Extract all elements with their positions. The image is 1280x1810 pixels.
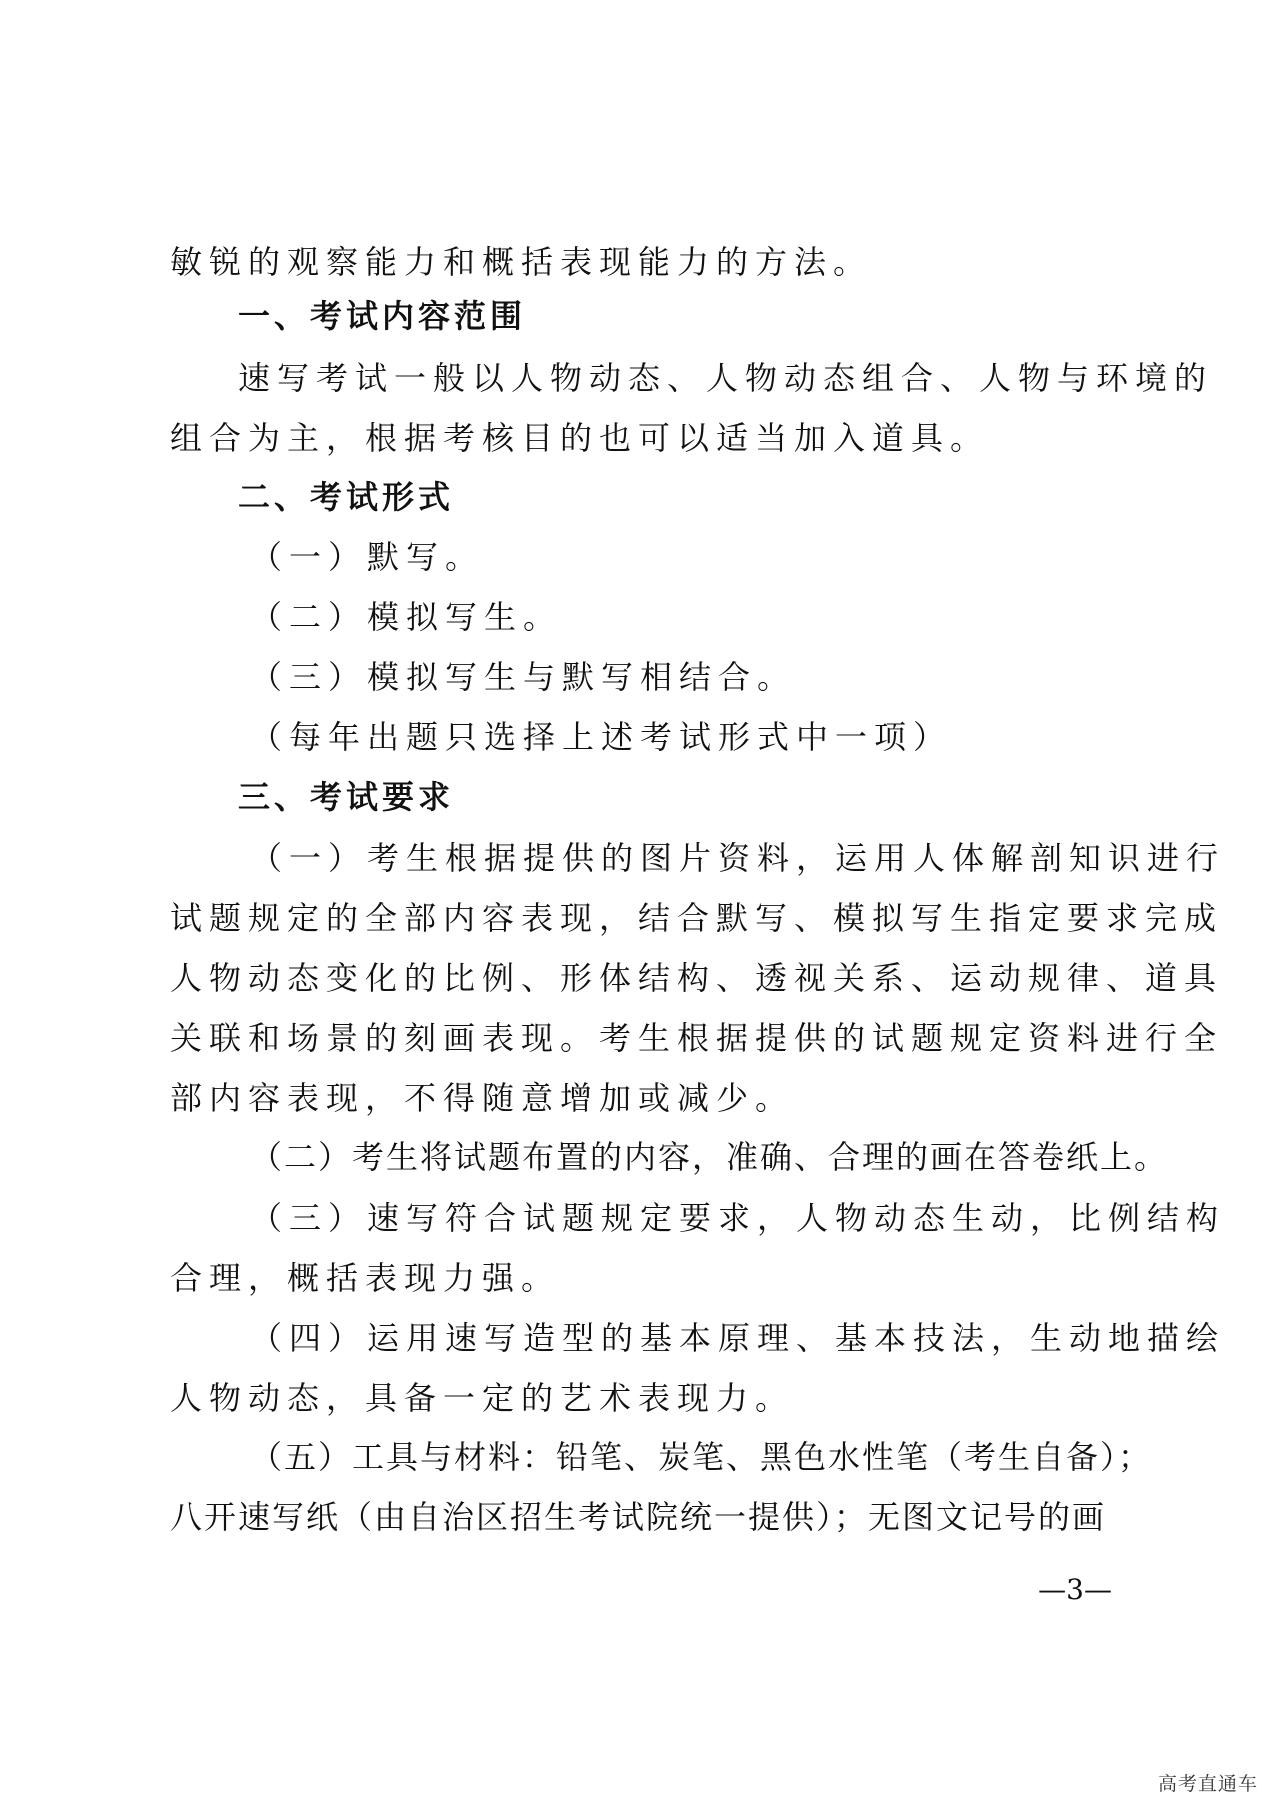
body-text-line: 组合为主，根据考核目的也可以适当加入道具。: [170, 419, 990, 457]
watermark-text: 高考直通车: [1157, 1773, 1258, 1795]
section-heading-exam-requirements: 三、考试要求: [238, 778, 455, 816]
body-text-line: 人物动态，具备一定的艺术表现力。: [170, 1379, 795, 1417]
body-text-line: （五）工具与材料：铅笔、炭笔、黑色水性笔（考生自备）；: [250, 1438, 1153, 1476]
body-text-line: 试题规定的全部内容表现，结合默写、模拟写生指定要求完成: [170, 899, 1224, 937]
body-text-line: 速写考试一般以人物动态、人物动态组合、人物与环境的: [238, 359, 1214, 397]
note-one-form-per-year: （每年出题只选择上述考试形式中一项）: [250, 718, 953, 756]
body-text-line: （二）考生将试题布置的内容，准确、合理的画在答卷纸上。: [250, 1138, 1169, 1176]
body-text-line: 八开速写纸（由自治区招生考试院统一提供）；无图文记号的画: [170, 1498, 1107, 1536]
body-text-line: 敏锐的观察能力和概括表现能力的方法。: [170, 243, 873, 281]
body-text-line: 部内容表现，不得随意增加或减少。: [170, 1079, 795, 1117]
list-item-dictation: （一）默写。: [250, 538, 485, 576]
body-text-line: 合理，概括表现力强。: [170, 1259, 561, 1297]
body-text-line: 人物动态变化的比例、形体结构、透视关系、运动规律、道具: [170, 959, 1224, 997]
section-heading-content-scope: 一、考试内容范围: [238, 297, 527, 335]
list-item-mock-sketch: （二）模拟写生。: [250, 598, 563, 636]
body-text-line: （四）运用速写造型的基本原理、基本技法，生动地描绘: [250, 1319, 1226, 1357]
body-text-line: （三）速写符合试题规定要求，人物动态生动，比例结构: [250, 1199, 1226, 1237]
section-heading-exam-form: 二、考试形式: [238, 478, 455, 516]
list-item-combined: （三）模拟写生与默写相结合。: [250, 658, 797, 696]
page-number: —3—: [1038, 1573, 1112, 1606]
body-text-line: （一）考生根据提供的图片资料，运用人体解剖知识进行: [250, 839, 1226, 877]
body-text-line: 关联和场景的刻画表现。考生根据提供的试题规定资料进行全: [170, 1019, 1224, 1057]
